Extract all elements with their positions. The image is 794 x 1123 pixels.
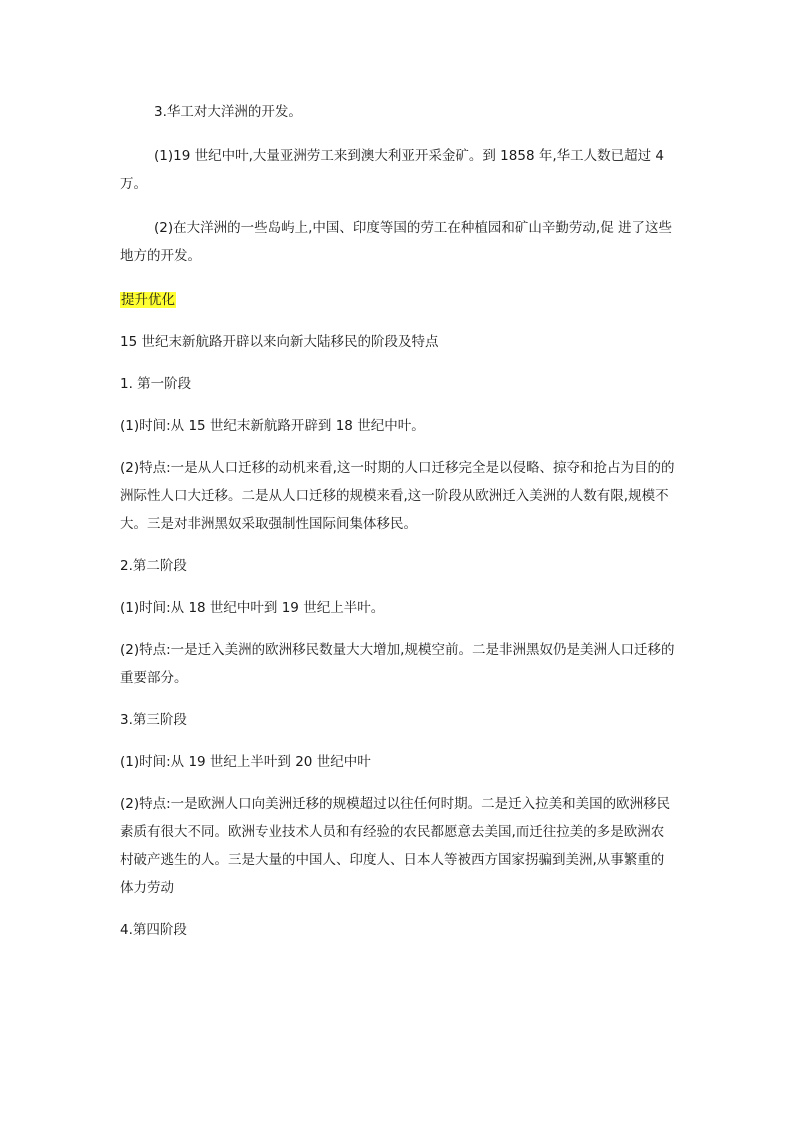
- item-3-paragraph-2: (2)在大洋洲的一些岛屿上,中国、印度等国的劳工在种植园和矿山辛勤劳动,促 进了这些地方的开发。: [120, 220, 672, 264]
- stage-3-title: 3.第三阶段: [120, 712, 187, 728]
- highlighted-heading-text: 提升优化: [121, 292, 175, 308]
- item-3-paragraph-1: (1)19 世纪中叶,大量亚洲劳工来到澳大利亚开采金矿。到 1858 年,华工人数已超过 4 万。: [120, 148, 664, 192]
- stage-1-features: (2)特点:一是从人口迁移的动机来看,这一时期的人口迁移完全是以侵略、掠夺和抢占为目的的洲际性人口大迁移。二是从人口迁移的规模来看,这一阶段从欧洲迁入美洲的人数有限,规模不大。三是对非洲黑奴采取强制性国际间集体移民。: [120, 460, 675, 532]
- stage-4-title: 4.第四阶段: [120, 922, 187, 938]
- item-3-heading: 3.华工对大洋洲的开发。: [154, 104, 302, 120]
- stage-2-features: (2)特点:一是迁入美洲的欧洲移民数量大大增加,规模空前。二是非洲黑奴仍是美洲人口迁移的重要部分。: [120, 642, 675, 686]
- document-body: [120, 98, 676, 958]
- stage-2-title: 2.第二阶段: [120, 558, 187, 574]
- stage-3-time: (1)时间:从 19 世纪上半叶到 20 世纪中叶: [120, 754, 371, 770]
- stage-3-features: (2)特点:一是欧洲人口向美洲迁移的规模超过以往任何时期。二是迁入拉美和美国的欧洲移民素质有很大不同。欧洲专业技术人员和有经验的农民都愿意去美国,而迁往拉美的多是欧洲农村破产逃生的人。三是大量的中国人、印度人、日本人等被西方国家拐骗到美洲,从事繁重的体力劳动: [120, 796, 671, 896]
- stage-2-time: (1)时间:从 18 世纪中叶到 19 世纪上半叶。: [120, 600, 385, 616]
- stage-1-time: (1)时间:从 15 世纪末新航路开辟到 18 世纪中叶。: [120, 418, 425, 434]
- topic-line: 15 世纪末新航路开辟以来向新大陆移民的阶段及特点: [120, 334, 439, 350]
- stage-1-title: 1. 第一阶段: [120, 376, 192, 392]
- section-heading: [120, 286, 676, 314]
